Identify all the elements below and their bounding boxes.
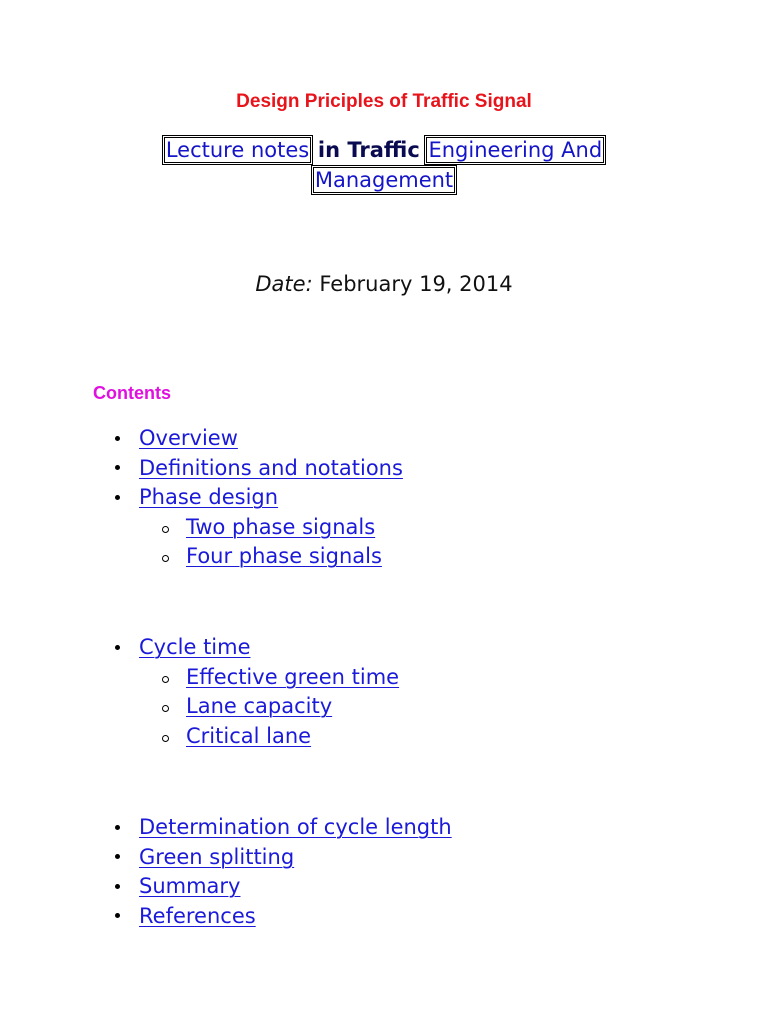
toc-list-1: [0, 424, 403, 572]
page-title: Design Priciples of Traffic Signal: [236, 91, 532, 112]
bullet-icon: [115, 813, 120, 843]
toc-link-two-phase[interactable]: Two phase signals: [186, 514, 376, 539]
toc-link-summary[interactable]: Summary: [139, 874, 241, 898]
toc-list-3: [0, 813, 452, 931]
toc-link-definitions[interactable]: Definitions and notations: [139, 455, 403, 480]
document-date: [0, 272, 768, 296]
bullet-icon: [115, 633, 120, 663]
date-label: Date:: [255, 272, 313, 296]
toc-list-2: [0, 633, 399, 751]
toc-item: [0, 483, 403, 513]
lecture-notes-link[interactable]: Lecture notes: [165, 138, 310, 162]
toc-link-four-phase[interactable]: Four phase signals: [186, 544, 382, 568]
subtitle-bold-text: in Traffic: [317, 138, 420, 162]
toc-link-cycle-time[interactable]: Cycle time: [139, 635, 251, 659]
toc-subitem: [0, 692, 399, 722]
toc-item: [0, 424, 403, 454]
toc-link-phase-design[interactable]: Phase design: [139, 485, 279, 509]
engineering-link[interactable]: Engineering And: [428, 138, 603, 162]
toc-subitem: [0, 663, 399, 693]
document-subtitle: [130, 135, 638, 195]
toc-item: [0, 633, 399, 663]
toc-subitem: [0, 542, 403, 572]
toc-item: [0, 843, 452, 873]
toc-link-references[interactable]: References: [139, 903, 256, 928]
date-value: February 19, 2014: [319, 272, 513, 296]
management-link[interactable]: Management: [314, 168, 454, 192]
bullet-icon: [115, 843, 120, 873]
contents-heading: Contents: [93, 383, 171, 403]
toc-link-green-splitting[interactable]: Green splitting: [139, 844, 295, 869]
circle-bullet-icon: [162, 665, 169, 695]
bullet-icon: [115, 424, 120, 454]
toc-link-effective-green[interactable]: Effective green time: [186, 664, 400, 689]
toc-subitem: [0, 513, 403, 543]
circle-bullet-icon: [162, 694, 169, 724]
toc-link-critical-lane[interactable]: Critical lane: [186, 723, 312, 748]
toc-item: [0, 872, 452, 902]
bullet-icon: [115, 454, 120, 484]
bullet-icon: [115, 483, 120, 513]
toc-item: [0, 454, 403, 484]
circle-bullet-icon: [162, 515, 169, 545]
circle-bullet-icon: [162, 544, 169, 574]
toc-link-overview[interactable]: Overview: [139, 426, 238, 450]
toc-item: [0, 902, 452, 932]
toc-link-lane-capacity[interactable]: Lane capacity: [186, 694, 333, 718]
bullet-icon: [115, 902, 120, 932]
toc-item: [0, 813, 452, 843]
toc-link-cycle-length[interactable]: Determination of cycle length: [139, 815, 452, 839]
circle-bullet-icon: [162, 724, 169, 754]
toc-subitem: [0, 722, 399, 752]
bullet-icon: [115, 872, 120, 902]
